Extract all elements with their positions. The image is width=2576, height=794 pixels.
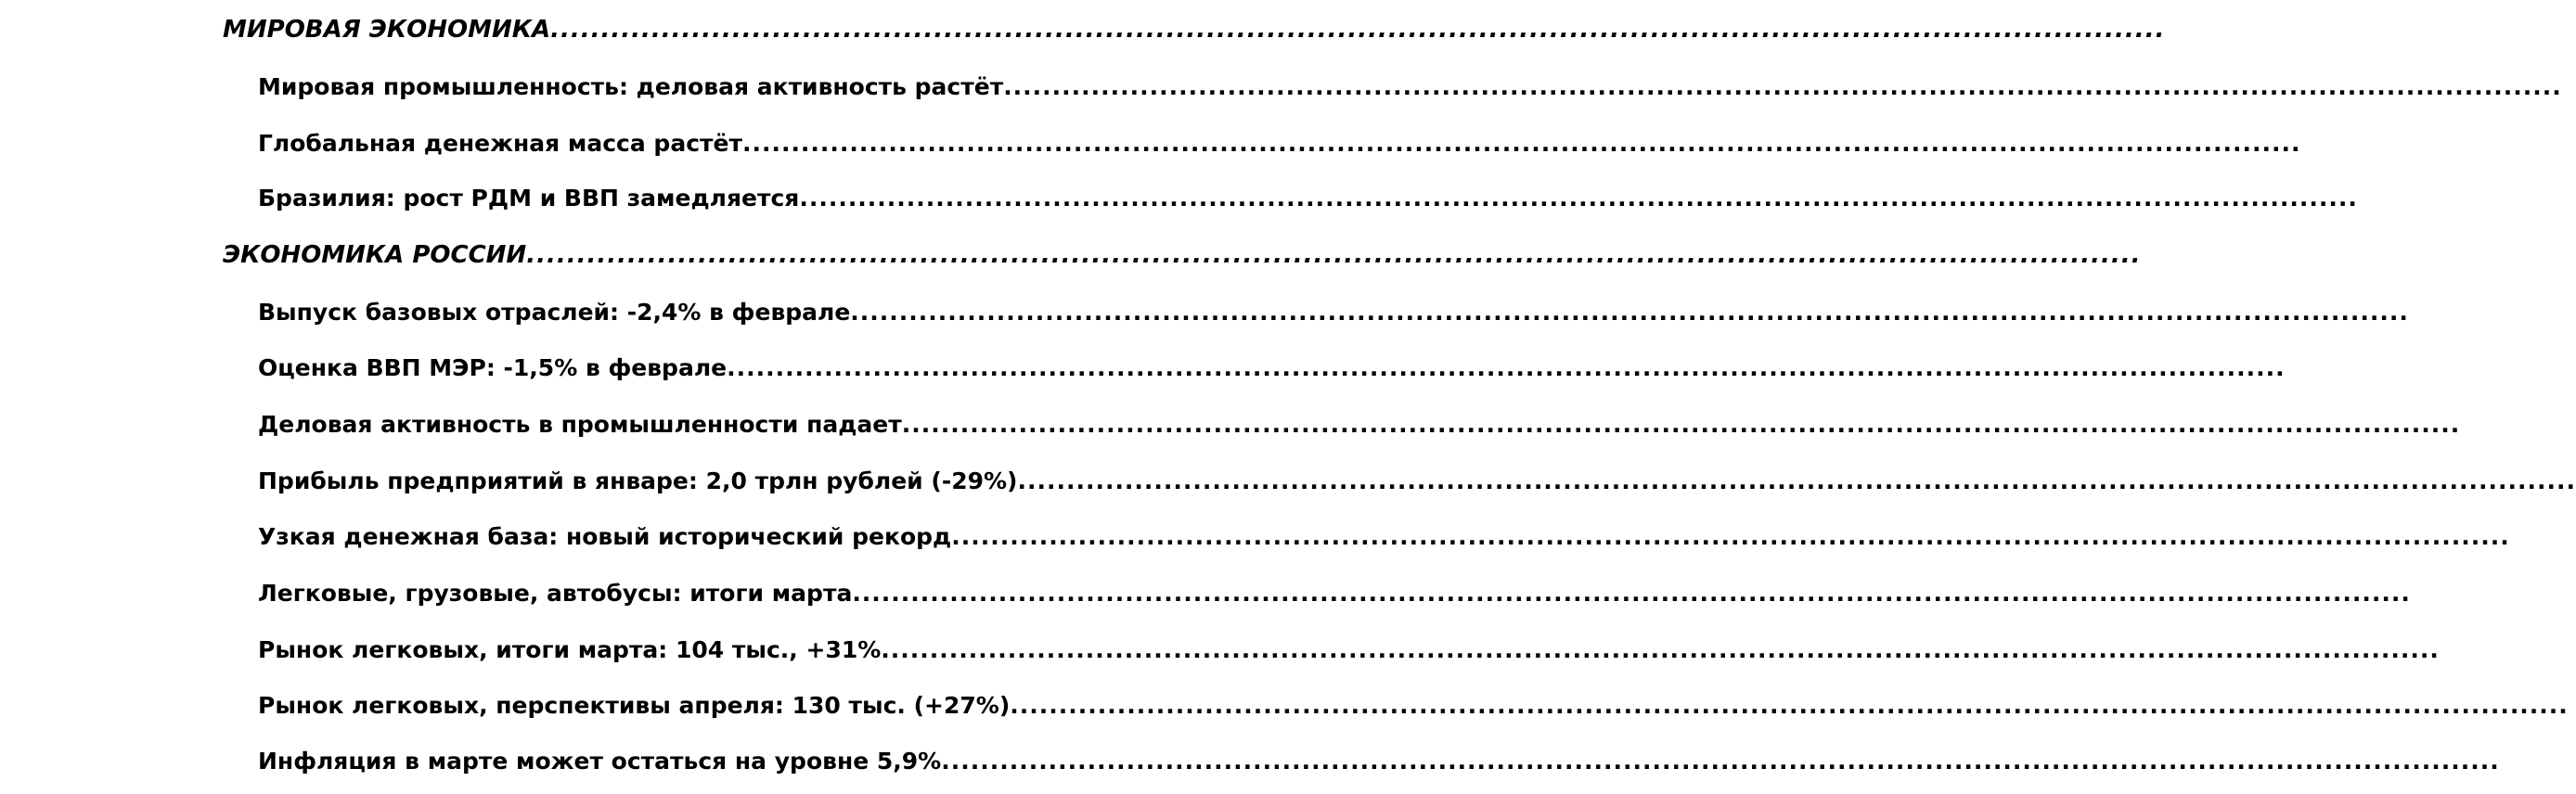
toc-item-title: Оценка ВВП МЭР: -1,5% в феврале <box>258 354 728 381</box>
toc-item-title: Легковые, грузовые, автобусы: итоги марта <box>258 580 853 607</box>
toc-item[interactable] <box>258 687 2569 724</box>
toc-item[interactable] <box>258 406 2461 443</box>
toc-leader-dots: ................................................................................................................................................................ <box>1003 73 2562 100</box>
toc-section-title: ЭКОНОМИКА РОССИИ <box>223 241 527 269</box>
toc-leader-dots: ................................................................................................................................................................ <box>852 580 2411 607</box>
toc-leader-dots: ................................................................................................................................................................ <box>799 185 2358 211</box>
toc-item-title: Узкая денежная база: новый исторический рекорд <box>258 523 952 550</box>
toc-leader-dots: ................................................................................................................................................................ <box>1017 467 2576 494</box>
toc-item-title: Рынок легковых, итоги марта: 104 тыс., +31% <box>258 636 882 663</box>
toc-section-russian-economy[interactable] <box>223 237 2142 274</box>
toc-item-title: Инфляция в марте может остаться на уровне 5,9% <box>258 748 942 775</box>
toc-leader-dots: ................................................................................................................................................................ <box>881 636 2440 663</box>
toc-item-title: Мировая промышленность: деловая активность растёт <box>258 73 1004 100</box>
toc-section-title: МИРОВАЯ ЭКОНОМИКА <box>223 16 551 44</box>
toc-leader-dots: ................................................................................................................................................................ <box>526 241 2142 269</box>
toc-leader-dots: ................................................................................................................................................................ <box>901 411 2461 438</box>
toc-section-world-economy[interactable] <box>223 11 2166 48</box>
toc-item-title: Прибыль предприятий в январе: 2,0 трлн рублей (-29%) <box>258 467 1018 494</box>
toc-leader-dots: ................................................................................................................................................................ <box>951 523 2510 550</box>
toc-leader-dots: ................................................................................................................................................................ <box>1010 692 2569 719</box>
toc-leader-dots: ................................................................................................................................................................ <box>550 16 2166 44</box>
toc-item-title: Выпуск базовых отраслей: -2,4% в феврале <box>258 299 851 326</box>
toc-item[interactable] <box>258 519 2510 556</box>
toc-item-title: Глобальная денежная масса растёт <box>258 130 742 157</box>
toc-item-title: Бразилия: рост РДМ и ВВП замедляется <box>258 185 800 211</box>
toc-leader-dots: ................................................................................................................................................................ <box>941 748 2500 775</box>
toc-item[interactable] <box>258 632 2440 669</box>
toc-item[interactable] <box>258 350 2286 387</box>
toc-leader-dots: ................................................................................................................................................................ <box>727 354 2286 381</box>
toc-item[interactable] <box>258 463 2576 500</box>
toc-item[interactable] <box>258 180 2358 217</box>
toc-item[interactable] <box>258 294 2409 331</box>
toc-item-title: Рынок легковых, перспективы апреля: 130 тыс. (+27%) <box>258 692 1011 719</box>
toc-item[interactable] <box>258 575 2411 612</box>
toc-item-title: Деловая активность в промышленности падает <box>258 411 902 438</box>
toc-item[interactable] <box>258 125 2301 162</box>
toc-leader-dots: ................................................................................................................................................................ <box>741 130 2301 157</box>
toc-item[interactable] <box>258 69 2562 106</box>
toc-item[interactable] <box>258 743 2500 780</box>
toc-leader-dots: ................................................................................................................................................................ <box>850 299 2409 326</box>
